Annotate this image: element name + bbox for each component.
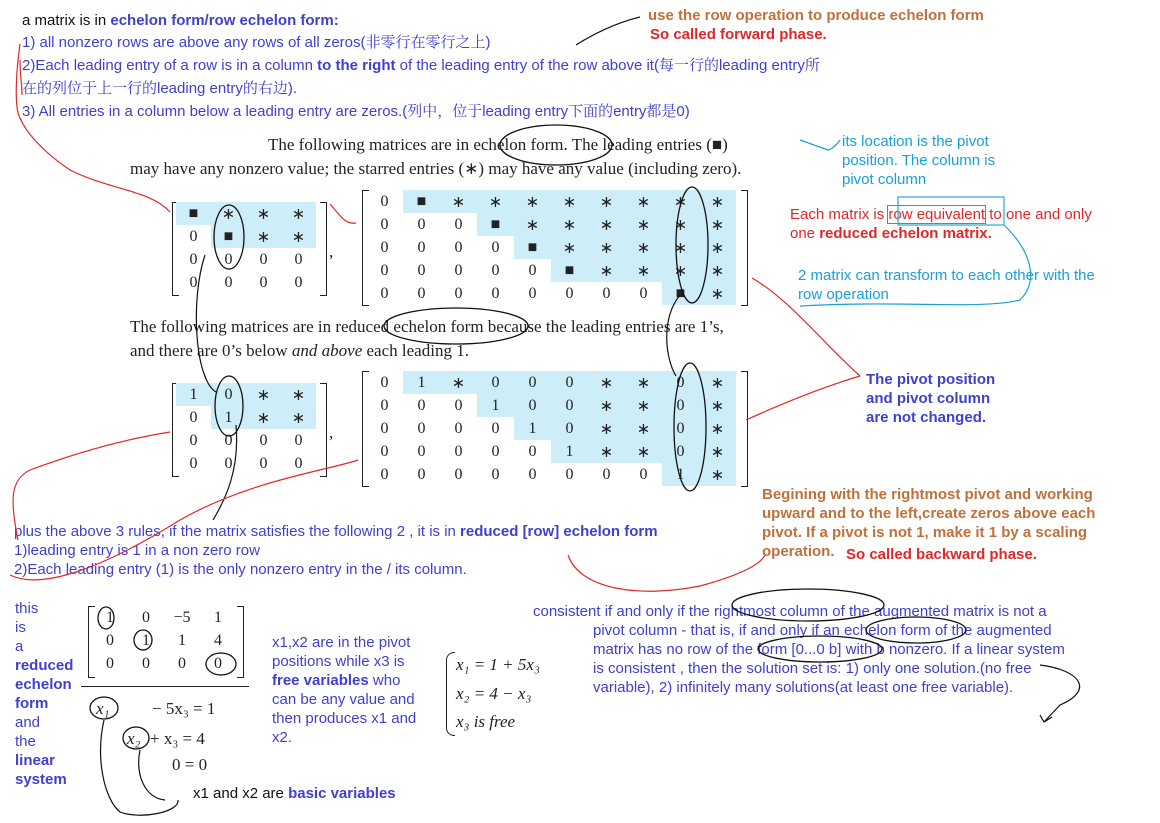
matrix-cell: ∗ <box>662 259 699 282</box>
backward-note-3: pivot. If a pivot is not 1, make it 1 by a scaling <box>762 524 1088 541</box>
matrix-cell: 1 <box>514 417 551 440</box>
matrix-cell: ∗ <box>625 259 662 282</box>
matrix-cell: 0 <box>224 273 233 291</box>
matrix-cell: 0 <box>259 273 268 291</box>
eq2-var: x₂ <box>127 729 141 748</box>
matrix-cell: ∗ <box>588 394 625 417</box>
matrix-cell: 0 <box>639 284 648 302</box>
matrix-cell: 1 <box>178 631 186 649</box>
free-line-1: x1,x2 are in the pivot <box>272 634 411 651</box>
eq2-rest: + x₃ = 4 <box>150 729 205 748</box>
circle-pivot-col-m1 <box>214 205 244 269</box>
stroke-basic-link-2 <box>139 750 165 800</box>
matrix-cell: ■ <box>403 190 440 213</box>
matrix-cell: 0 <box>454 442 463 460</box>
matrix-cell: ∗ <box>625 213 662 236</box>
matrix-cell: ∗ <box>699 282 736 305</box>
comma-1: , <box>329 242 334 261</box>
free-line-3: who <box>368 672 401 689</box>
book-para-2b-2: each leading 1. <box>362 341 469 360</box>
backward-note-4: operation. <box>762 543 835 560</box>
rule-2-a: 2)Each leading entry of a row is in a column <box>22 57 318 74</box>
matrix-cell: 0 <box>294 454 303 472</box>
consistent-line-4: is consistent , then the solution set is: 1) only one solution.(no free <box>593 660 1032 677</box>
rule-3: 3) All entries in a column below a leading entry are zeros.(列中，位于leading entry下面的entry都是0) <box>22 103 690 120</box>
matrix-cell: 0 <box>189 227 198 245</box>
matrix-cell: 0 <box>491 284 500 302</box>
matrix-cell: 0 <box>294 250 303 268</box>
matrix-cell: 0 <box>662 417 699 440</box>
circle-pivot-col-m3 <box>215 376 243 436</box>
matrix-cell: 0 <box>380 396 389 414</box>
matrix-cell: ∗ <box>588 440 625 463</box>
matrix-cell: 0 <box>514 371 551 394</box>
matrix-cell: 0 <box>224 454 233 472</box>
stroke-pivot-link <box>196 255 216 392</box>
consistent-line-5: variable), 2) infinitely many solutions(at least one free variable). <box>593 679 1014 696</box>
matrix-cell: ∗ <box>699 371 736 394</box>
matrix-cell: 0 <box>454 396 463 414</box>
solution-2: x₂ = 4 − x₃ <box>456 684 532 703</box>
matrix-cell: ∗ <box>246 383 281 406</box>
matrix-cell: 0 <box>380 419 389 437</box>
matrix-cell: 0 <box>454 419 463 437</box>
side-is: is <box>15 619 26 636</box>
matrix-cell: 0 <box>565 284 574 302</box>
matrix-cell: 0 <box>454 238 463 256</box>
matrix-cell: 0 <box>491 465 500 483</box>
matrix-cell: ∗ <box>551 213 588 236</box>
stroke-consistent-arrow <box>1040 665 1080 722</box>
eq1-rest: − 5x₃ = 1 <box>152 699 216 718</box>
matrix-cell: ∗ <box>699 463 736 486</box>
side-the: the <box>15 733 36 750</box>
matrix-cell: ∗ <box>699 236 736 259</box>
free-line-2: positions while x3 is <box>272 653 405 670</box>
matrix-cell: 0 <box>211 383 246 406</box>
stroke-forward-link <box>576 17 640 45</box>
side-linear: linear <box>15 752 56 769</box>
reduced-rule-1: 1)leading entry is 1 in a non zero row <box>14 542 260 559</box>
matrix-cell: ∗ <box>625 236 662 259</box>
side-echelon: echelon <box>15 676 72 693</box>
stroke-pivot-link-2 <box>213 425 237 520</box>
matrix-cell: ∗ <box>699 259 736 282</box>
cyan-box-row-equiv <box>898 197 1004 225</box>
matrix-cell: 0 <box>491 261 500 279</box>
circle-form <box>758 636 882 662</box>
matrix-cell: ∗ <box>551 236 588 259</box>
matrix-cell: 0 <box>380 238 389 256</box>
stroke-col-link <box>667 295 680 376</box>
matrix-cell: 0 <box>491 442 500 460</box>
matrix-cell: ∗ <box>625 371 662 394</box>
solution-1: x₁ = 1 + 5x₃ <box>456 655 540 674</box>
matrix-cell: ∗ <box>440 190 477 213</box>
rule-2-bold: to the right <box>317 57 396 74</box>
matrix-cell: 0 <box>662 394 699 417</box>
red-arrow-m2 <box>330 204 356 223</box>
red-arrow-m3 <box>13 432 170 540</box>
backward-note-5: So called backward phase. <box>846 546 1037 563</box>
matrix-cell: ∗ <box>699 190 736 213</box>
matrix-cell: 1 <box>106 608 114 626</box>
matrix-cell: 0 <box>106 631 114 649</box>
free-line-6: x2. <box>272 729 293 746</box>
matrix-cell: ■ <box>551 259 588 282</box>
matrix-cell: 0 <box>294 431 303 449</box>
matrix-cell: ■ <box>477 213 514 236</box>
basic-bold: basic variables <box>288 785 396 802</box>
row-equiv-a: Each matrix is <box>790 206 889 223</box>
transform-note-2: row operation <box>798 286 889 303</box>
book-para-1b: may have any nonzero value; the starred entries (∗) may have any value (including zero). <box>130 159 742 178</box>
matrix-cell: 0 <box>380 261 389 279</box>
circle-pivot-1 <box>98 607 114 629</box>
matrix-cell: ■ <box>211 225 246 248</box>
matrix-cell: 0 <box>259 431 268 449</box>
matrix-cell: ∗ <box>246 406 281 429</box>
matrix-cell: ∗ <box>588 236 625 259</box>
matrix-cell: ∗ <box>588 259 625 282</box>
matrix-cell: 0 <box>259 454 268 472</box>
matrix-cell: 1 <box>142 631 150 649</box>
matrix-cell: ∗ <box>514 190 551 213</box>
matrix-cell: 0 <box>189 273 198 291</box>
circle-x1 <box>90 697 118 719</box>
book-para-2a: The following matrices are in reduced echelon form because the leading entries are 1’s, <box>130 317 724 336</box>
rule-1: 1) all nonzero rows are above any rows of all zeros(非零行在零行之上) <box>22 34 491 51</box>
basic-a: x1 and x2 are <box>193 785 289 802</box>
matrix-cell: ∗ <box>246 202 281 225</box>
matrix-cell: 0 <box>224 250 233 268</box>
book-para-2b-1: and there are 0’s below <box>130 341 292 360</box>
cyan-arrow-pivot <box>800 140 840 150</box>
matrix-cell: 1 <box>477 394 514 417</box>
matrix-cell: ∗ <box>588 371 625 394</box>
matrix-cell: ∗ <box>514 213 551 236</box>
side-reduced: reduced <box>15 657 74 674</box>
matrix-cell: 0 <box>477 371 514 394</box>
rules-title-bold: echelon form/row echelon form: <box>110 12 339 29</box>
circle-echelon-form-aug <box>866 617 966 643</box>
reduced-intro-a: plus the above 3 rules, if the matrix satisfies the following 2 , it is in <box>14 523 461 540</box>
matrix-cell: 0 <box>380 284 389 302</box>
row-equiv-e: reduced echelon matrix. <box>819 225 992 242</box>
circle-echelon-form <box>500 125 612 165</box>
matrix-cell: 0 <box>106 654 114 672</box>
matrix-cell: ∗ <box>551 190 588 213</box>
rule-2-cont: 在的列位于上一行的leading entry的右边). <box>22 80 298 97</box>
book-para-2b-em: and above <box>291 341 363 360</box>
matrix-cell: 0 <box>528 261 537 279</box>
forward-note-1: use the row operation to produce echelon form <box>648 7 984 24</box>
matrix-cell: 0 <box>662 440 699 463</box>
row-equiv-c: to one and only <box>985 206 1092 223</box>
matrix-cell: 0 <box>639 465 648 483</box>
matrix-cell: ∗ <box>699 417 736 440</box>
matrix-cell: ∗ <box>625 394 662 417</box>
matrix-cell: 0 <box>514 394 551 417</box>
unchanged-note-1: The pivot position <box>866 371 996 388</box>
side-form: form <box>15 695 49 712</box>
circle-rightmost-column <box>732 589 884 621</box>
matrix-cell: ∗ <box>699 394 736 417</box>
pivot-note-3: pivot column <box>842 171 927 188</box>
book-para-1a: The following matrices are in echelon form. The leading entries (■) <box>268 135 728 154</box>
matrix-cell: 0 <box>454 215 463 233</box>
matrix-cell: 0 <box>565 465 574 483</box>
matrix-cell: 0 <box>454 465 463 483</box>
rules-title-prefix: a matrix is in <box>22 12 111 29</box>
side-system: system <box>15 771 67 788</box>
matrix-cell: 1 <box>551 440 588 463</box>
matrix-cell: 0 <box>491 419 500 437</box>
matrix-cell: 1 <box>176 383 211 406</box>
matrix-cell: 0 <box>454 284 463 302</box>
matrix-cell: ∗ <box>699 213 736 236</box>
unchanged-note-2: and pivot column <box>866 390 991 407</box>
matrix-cell: ∗ <box>662 236 699 259</box>
rule-2-b: of the leading entry of the row above it(每一行的leading entry所 <box>395 57 820 74</box>
matrix-cell: 0 <box>551 394 588 417</box>
reduced-rule-2: 2)Each leading entry (1) is the only nonzero entry in the / its column. <box>14 561 467 578</box>
matrix-cell: 1 <box>662 463 699 486</box>
matrix-cell: 0 <box>142 654 150 672</box>
matrix-cell: ∗ <box>211 202 246 225</box>
matrix-cell: 0 <box>417 261 426 279</box>
matrix-cell: 1 <box>211 406 246 429</box>
consistent-line-1: consistent if and only if the rightmost column of the augmented matrix is not a <box>533 603 1047 620</box>
eq1-var: x₁ <box>96 699 110 718</box>
matrix-cell: 0 <box>417 215 426 233</box>
reduced-intro-bold: reduced [row] echelon form <box>460 523 658 540</box>
matrix-cell: 0 <box>417 465 426 483</box>
matrix-cell: ∗ <box>477 190 514 213</box>
row-equiv-b: row equivalent <box>888 206 986 223</box>
matrix-cell: 0 <box>189 454 198 472</box>
matrix-cell: 0 <box>380 465 389 483</box>
matrix-cell: 0 <box>491 238 500 256</box>
matrix-cell: 0 <box>380 192 389 210</box>
free-line-4: can be any value and <box>272 691 415 708</box>
matrix-cell: 0 <box>551 417 588 440</box>
red-arrow-m1 <box>16 44 170 212</box>
pivot-note-2: position. The column is <box>842 152 996 169</box>
red-left-bar <box>20 60 22 95</box>
matrix-cell: 0 <box>380 373 389 391</box>
matrix-cell: 1 <box>214 608 222 626</box>
matrix-cell: 0 <box>294 273 303 291</box>
unchanged-note-3: are not changed. <box>866 409 987 426</box>
free-line-5: then produces x1 and <box>272 710 417 727</box>
matrix-cell: ∗ <box>588 213 625 236</box>
matrix-cell: 0 <box>417 419 426 437</box>
matrix-cell: 0 <box>380 215 389 233</box>
row-equiv-d: one <box>790 225 820 242</box>
matrix-cell: 0 <box>662 371 699 394</box>
matrix-cell: 1 <box>403 371 440 394</box>
transform-note-1: 2 matrix can transform to each other with the <box>798 267 1095 284</box>
circle-pivot-2 <box>134 630 152 650</box>
matrix-cell: 0 <box>528 465 537 483</box>
matrix-cell: 0 <box>178 654 186 672</box>
comma-2: , <box>329 423 334 442</box>
matrix-cell: ∗ <box>625 190 662 213</box>
matrix-cell: 0 <box>417 238 426 256</box>
matrix-cell: 0 <box>528 284 537 302</box>
matrix-cell: ∗ <box>588 417 625 440</box>
matrix-cell: ∗ <box>246 225 281 248</box>
matrix-cell: 0 <box>214 654 222 672</box>
matrix-cell: ■ <box>514 236 551 259</box>
pivot-note-1: its location is the pivot <box>842 133 989 150</box>
matrix-cell: ∗ <box>662 190 699 213</box>
backward-note-2: upward and to the left,create zeros above each <box>762 505 1096 522</box>
matrix-cell: 0 <box>224 431 233 449</box>
cyan-arrow-transform <box>800 225 1031 306</box>
side-and: and <box>15 714 41 731</box>
red-arrow-unchanged-2 <box>746 376 860 420</box>
eq3: 0 = 0 <box>172 755 208 774</box>
matrix-cell: ∗ <box>662 213 699 236</box>
consistent-line-3: matrix has no row of the form [0...0 b] with b nonzero. If a linear system <box>593 641 1065 658</box>
matrix-cell: ■ <box>176 202 211 225</box>
matrix-cell: 0 <box>528 442 537 460</box>
consistent-line-2: pivot column - that is, if and only if an echelon form of the augmented <box>593 622 1052 639</box>
matrix-cell: 4 <box>214 631 222 649</box>
circle-zero <box>206 653 236 675</box>
matrix-cell: 0 <box>142 608 150 626</box>
side-this: this <box>15 600 39 617</box>
circle-x2 <box>123 727 149 749</box>
matrix-cell: 0 <box>602 465 611 483</box>
matrix-cell: ■ <box>662 282 699 305</box>
matrix-cell: ∗ <box>588 190 625 213</box>
matrix-cell: 0 <box>259 250 268 268</box>
matrix-cell: ∗ <box>440 371 477 394</box>
matrix-cell: 0 <box>417 284 426 302</box>
matrix-cell: 0 <box>189 431 198 449</box>
matrix-cell: 0 <box>602 284 611 302</box>
free-bold: free variables <box>272 672 369 689</box>
circle-pivot-col-m2 <box>676 187 708 303</box>
matrix-cell: ∗ <box>625 417 662 440</box>
matrix-cell: 0 <box>380 442 389 460</box>
matrix-cell: ∗ <box>699 440 736 463</box>
circle-pivot-col-m4 <box>674 363 706 491</box>
matrix-cell: ∗ <box>281 406 316 429</box>
side-a: a <box>15 638 24 655</box>
matrix-cell: 0 <box>551 371 588 394</box>
matrix-cell: ∗ <box>281 202 316 225</box>
forward-note-2: So called forward phase. <box>650 26 827 43</box>
matrix-cell: ∗ <box>281 225 316 248</box>
red-arrow-unchanged-1 <box>752 278 860 376</box>
red-arrow-m4 <box>10 460 358 580</box>
matrix-cell: 0 <box>189 408 198 426</box>
backward-note-1: Begining with the rightmost pivot and working <box>762 486 1093 503</box>
red-arrow-backward <box>568 555 765 591</box>
matrix-cell: 0 <box>417 442 426 460</box>
matrix-cell: 0 <box>417 396 426 414</box>
matrix-cell: ∗ <box>281 383 316 406</box>
matrix-cell: −5 <box>173 608 191 626</box>
matrix-cell: 0 <box>189 250 198 268</box>
matrix-cell: ∗ <box>625 440 662 463</box>
solution-3: x₃ is free <box>456 712 516 731</box>
matrix-cell: 0 <box>454 261 463 279</box>
circle-reduced-echelon <box>384 308 528 344</box>
